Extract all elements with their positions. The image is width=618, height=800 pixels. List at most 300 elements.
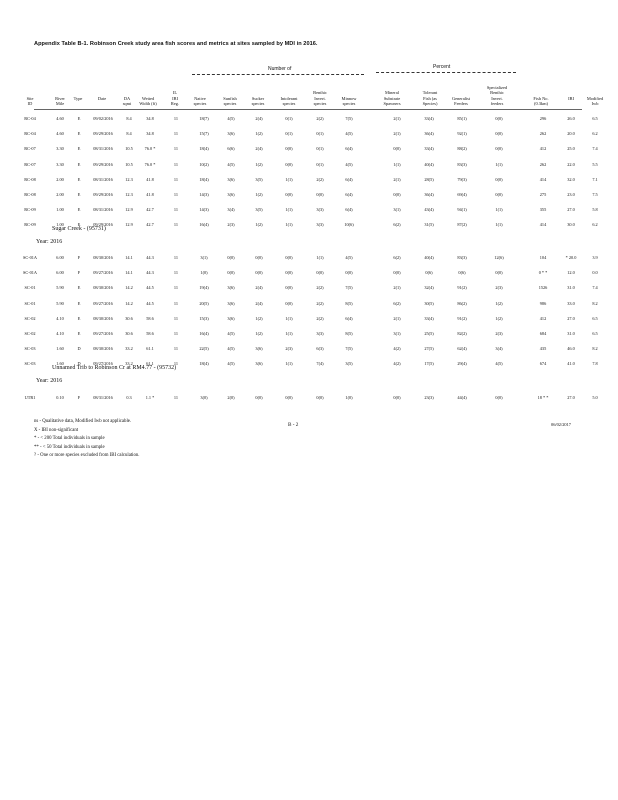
table-cell: 11 [173,207,179,213]
table-cell: 414 [539,176,547,182]
table-cell: 7.5 [592,192,598,197]
table-cell: 09/29/2016 [93,131,113,137]
table-cell: 2(4) [255,146,263,152]
table-cell: 1(2) [255,315,263,321]
table-cell: 2(1) [393,176,401,182]
table-cell: 2(4) [255,285,263,291]
table-row [0,162,618,170]
column-header-line: Intolerant [280,95,298,101]
table-cell: SC-01A [22,270,38,276]
table-cell: 3(0) [200,395,208,400]
table-cell: 3(5) [255,207,263,213]
table-cell: 3(3) [316,222,324,228]
table-cell: 11 [173,395,179,400]
percent-divider [376,72,516,73]
table-cell: 0(0) [285,192,293,197]
table-cell: 08/31/2016 [93,176,113,182]
table-cell: 44.3 [146,270,154,276]
table-cell: 0(1) [316,161,324,167]
table-cell: 2(4) [255,300,263,306]
column-header-line: Invert. [491,95,503,101]
table-cell: 684 [539,331,547,336]
table-cell: 5.90 [56,285,64,291]
table-cell: 44.5 [146,300,154,306]
table-cell: 44(4) [457,395,467,400]
table-cell: 3(6) [255,346,263,352]
table-cell: 1.60 [56,361,64,367]
table-cell: F [77,255,81,260]
column-header [27,96,34,106]
table-cell: 2(3) [495,285,503,291]
table-cell: 18(4) [199,176,209,182]
table-cell: 8.2 [592,346,598,352]
table-cell: 0(0) [285,255,293,260]
column-header-line: Invert. [314,95,326,101]
table-cell: 0.0 [592,270,598,276]
table-cell: 1(1) [316,255,324,260]
table-cell: 3(1) [200,255,208,260]
table-cell: 30(5) [424,300,434,306]
table-cell: 7(5) [345,116,353,121]
table-cell: 76.0 * [144,161,156,167]
table-row [0,346,618,354]
column-header [313,90,327,106]
table-cell: 0(1) [285,131,293,137]
table-cell: 11 [173,270,179,276]
column-header-line: Reg. [170,100,180,106]
table-cell: 19(4) [199,285,209,291]
column-header-line: Mile [55,100,65,106]
table-cell: 3(4) [495,346,503,352]
column-header-line: Wetted [141,95,155,101]
table-cell: 0.3 [126,395,132,400]
table-cell: 3(6) [227,300,235,306]
table-cell: 11 [173,161,179,167]
table-cell: 3(4) [227,207,235,213]
table-cell: 1(1) [285,315,293,321]
table-cell: 61.1 [146,361,154,367]
legend-note: * - < 200 Total individuals in sample [34,436,105,442]
column-header [587,96,603,106]
table-cell: 6(2) [393,300,401,306]
table-cell: 6(2) [393,222,401,228]
column-header-line: Type [73,95,83,101]
table-row [0,255,618,263]
table-cell: 3(6) [227,285,235,291]
table-cell: 33.0 [567,300,575,306]
table-cell: 0(6) [458,270,466,276]
table-cell: F [77,270,81,276]
table-cell: 34.8 [146,131,154,137]
table-cell: 15(3) [199,315,209,321]
table-cell: 1(2) [255,161,263,167]
table-cell: 76.0 * [144,146,156,152]
table-cell: 11 [173,176,179,182]
table-cell: E [77,315,81,321]
section-year: Year: 2016 [36,378,63,384]
table-cell: RC-08 [24,192,36,197]
column-header-line: species [193,100,207,106]
table-cell: 5.0 [592,395,598,400]
table-cell: 41.0 [567,361,575,367]
table-cell: 33(4) [424,146,434,152]
table-row [0,316,618,324]
table-cell: 17(5) [424,361,434,367]
table-cell: E [77,285,81,291]
table-cell: 08/30/2016 [93,315,113,321]
table-cell: 1.60 [56,346,64,352]
table-cell: 2(2) [316,285,324,291]
table-cell: RC-09 [24,222,36,228]
table-cell: 0(0) [316,192,324,197]
table-cell: 31(5) [424,222,434,228]
table-cell: 14(3) [199,207,209,213]
table-cell: 7.1 [592,176,598,182]
table-cell: 0(0) [316,270,324,276]
column-header-line: Specialized [486,85,508,91]
column-header-line: Modified [586,95,604,101]
table-cell: 2(3) [227,222,235,228]
section-stream-name: Sugar Creek - (95731) [52,226,106,232]
table-cell: 1(1) [495,207,503,213]
table-cell: 0(0) [393,270,401,276]
section-stream-name: Unnamed Trib to Robinson Cr at RM4.77 - (95732) [52,365,177,371]
column-header-line: ID [27,100,33,106]
column-header [139,96,157,106]
table-cell: 12.3 [125,192,133,197]
table-cell: 0(0) [495,146,503,152]
table-cell: 2(2) [316,176,324,182]
table-cell: 4(5) [345,161,353,167]
table-cell: 4.10 [56,315,64,321]
table-cell: 82(2) [457,331,467,336]
table-cell: 11 [173,285,179,291]
table-cell: 18(4) [199,146,209,152]
table-cell: 2(1) [393,285,401,291]
table-cell: 41.8 [146,176,154,182]
table-cell: 18(4) [199,361,209,367]
table-cell: 44.5 [146,285,154,291]
table-cell: 0(0) [495,116,503,121]
table-cell: 09/27/2016 [93,331,113,336]
column-header [123,96,132,106]
column-header [74,96,83,101]
table-cell: 3(6) [227,315,235,321]
table-cell: 1.00 [56,207,64,213]
table-cell: 3.30 [56,161,64,167]
table-cell: 30.6 [125,315,133,321]
table-cell: 5.8 [592,207,598,213]
table-cell: 4(5) [495,361,503,367]
table-cell: 29(4) [457,361,467,367]
table-cell: 58.6 [146,331,154,336]
table-cell: 8.2 [592,300,598,306]
table-cell: E [77,331,81,336]
table-row [0,146,618,154]
table-cell: 6(4) [345,176,353,182]
table-cell: 10(2) [199,161,209,167]
table-cell: RC-04 [24,131,36,137]
table-cell: 1(0) [200,270,208,276]
table-cell: 94(1) [457,207,467,213]
table-cell: 6.00 [56,270,64,276]
column-header-line: Substrate [383,95,401,101]
table-cell: 14.1 [125,255,133,260]
table-cell: 08/31/2016 [93,207,113,213]
table-cell: 1(1) [285,207,293,213]
table-cell: 6(6) [227,146,235,152]
table-cell: 3.9 [592,255,598,260]
table-cell: 92(1) [457,131,467,137]
table-cell: 8(5) [345,331,353,336]
column-header-line: Date [97,95,107,101]
table-cell: E [77,192,81,197]
table-cell: 11 [173,131,179,137]
table-cell: 0(0) [285,395,293,400]
table-cell: 11 [173,116,179,121]
table-cell: 42.7 [146,222,154,228]
table-cell: 0(0) [285,146,293,152]
table-cell: 4(5) [227,361,235,367]
table-cell: 30.0 [567,222,575,228]
table-cell: 262 [539,161,547,167]
table-cell: 1(2) [255,222,263,228]
table-cell: 32.0 [567,176,575,182]
column-header [487,85,507,106]
table-cell: 11 [173,300,179,306]
table-cell: 30.6 [125,331,133,336]
table-cell: E [77,207,81,213]
table-cell: 0(1) [316,146,324,152]
table-cell: 0(0) [495,192,503,197]
table-cell: 11 [173,222,179,228]
table-cell: 3(6) [227,131,235,137]
table-cell: 25.0 [567,146,575,152]
table-cell: 5.90 [56,300,64,306]
table-cell: 0(0) [393,395,401,400]
table-cell: 43(4) [424,207,434,213]
table-cell: 1.00 [56,222,64,228]
table-cell: 1(1) [285,222,293,228]
table-cell: 0(0) [255,395,263,400]
table-cell: 12(6) [494,255,504,260]
table-cell: RC-07 [24,146,36,152]
table-cell: 09/02/2016 [93,116,113,121]
section-year: Year: 2016 [36,239,63,245]
table-cell: 40(4) [424,161,434,167]
table-cell: E [77,116,81,121]
table-cell: 6.2 [592,222,598,228]
column-header-line: Spawners [383,100,401,106]
table-cell: 12.9 [125,207,133,213]
table-cell: 11 [173,331,179,336]
table-cell: 0(0) [285,300,293,306]
legend-note: ** - < 50 Total individuals in sample [34,444,105,450]
table-cell: 3(5) [345,361,353,367]
page-title: Appendix Table B-1. Robinson Creek study area fish scores and metrics at sites sampled by MDI in 2016. [34,41,318,47]
table-cell: 58.6 [146,315,154,321]
group-percent-label: Percent [433,64,451,70]
table-cell: 91(2) [457,315,467,321]
table-cell: 6(4) [345,146,353,152]
table-cell: 27(5) [424,346,434,352]
table-cell: 88(2) [457,146,467,152]
table-cell: 4.10 [56,331,64,336]
table-row [0,301,618,309]
table-cell: 28(5) [424,176,434,182]
table-cell: 7(5) [345,285,353,291]
table-cell: 61.1 [146,346,154,352]
table-cell: 6.5 [592,331,598,336]
table-cell: 412 [539,146,547,152]
table-cell: 31.0 [567,285,575,291]
table-cell: * 20.0 [565,255,577,260]
table-cell: 6.00 [56,255,64,260]
column-header-line: Feeders [454,100,468,106]
table-cell: 09/29/2016 [93,161,113,167]
column-header-line: Minnow [341,95,357,101]
table-cell: 42.7 [146,207,154,213]
table-cell: 86(2) [457,300,467,306]
page-number: B - 2 [288,422,299,428]
table-cell: 36(4) [424,192,434,197]
column-header-line: species [282,100,296,106]
table-cell: 0(1) [316,131,324,137]
table-cell: 0(0) [495,395,503,400]
column-header-line: feeders [490,100,504,106]
legend-note: ns - Qualitative data, Modified Iwb not applicable. [34,419,132,424]
table-cell: 2(1) [393,116,401,121]
table-cell: 6(4) [345,315,353,321]
table-cell: 7.4 [592,285,598,291]
table-cell: 2(3) [285,346,293,352]
table-cell: 1(2) [255,331,263,336]
table-cell: 40(4) [424,255,434,260]
table-cell: 1(0) [345,395,353,400]
column-header-line: species [223,100,237,106]
table-cell: 10.5 [125,146,133,152]
table-cell: 8(5) [345,300,353,306]
table-cell: 23.0 [567,192,575,197]
table-cell: 2.00 [56,176,64,182]
table-cell: 4(5) [227,116,235,121]
table-cell: 1(2) [495,315,503,321]
table-cell: 44.3 [146,255,154,260]
table-cell: 4.60 [56,131,64,137]
table-cell: 31.0 [567,331,575,336]
column-header [223,96,236,106]
table-row [0,192,618,200]
table-cell: 986 [539,300,547,306]
table-cell: 41.8 [146,192,154,197]
table-cell: 27.0 [567,315,575,321]
table-cell: 11 [173,315,179,321]
table-cell: RC-07 [24,161,36,167]
table-cell: 11 [173,346,179,352]
table-cell: 0(6) [425,270,433,276]
table-cell: 14.1 [125,270,133,276]
table-cell: 14(3) [199,192,209,197]
table-cell: 6(3) [316,346,324,352]
table-cell: 10.5 [125,161,133,167]
table-cell: 4.60 [56,116,64,121]
table-cell: 10(6) [344,222,354,228]
column-header-line: Fish (as [423,95,437,101]
table-cell: 0(0) [255,270,263,276]
table-cell: D [77,346,81,352]
table-cell: 0(0) [227,270,235,276]
column-header [98,96,106,101]
table-cell: 1(2) [255,131,263,137]
table-cell: 79(3) [457,176,467,182]
table-cell: E [77,300,81,306]
column-header [342,96,357,106]
table-cell: E [77,176,81,182]
column-header-line: Sunfish [223,95,237,101]
table-cell: 12.9 [125,222,133,228]
column-header-line: Site [26,95,34,101]
table-cell: 0(0) [285,161,293,167]
column-header-line: sqmi [122,100,132,106]
table-cell: 46.0 [567,346,575,352]
table-cell: 08/31/2016 [93,395,113,400]
table-cell: 3(3) [316,331,324,336]
table-cell: 2(3) [495,331,503,336]
table-cell: 4(5) [227,331,235,336]
column-header [533,96,548,106]
table-row [0,285,618,293]
table-cell: 104 [539,255,547,260]
table-cell: 11 [173,255,179,260]
table-cell: 7(5) [345,346,353,352]
table-cell: 0(0) [495,270,503,276]
column-header [280,96,297,106]
table-cell: 3.30 [56,146,64,152]
table-cell: 08/30/2016 [93,255,113,260]
table-cell: 1(1) [495,161,503,167]
column-header [452,96,470,106]
table-cell: 0.10 [56,395,64,400]
table-cell: 1(2) [495,300,503,306]
table-cell: 412 [539,315,547,321]
table-cell: 6(2) [393,255,401,260]
column-header-line: Native [194,95,206,101]
table-cell: 14.2 [125,285,133,291]
table-row [0,270,618,278]
table-cell: 09/29/2016 [93,222,113,228]
table-cell: 2(2) [316,116,324,121]
table-cell: 87(2) [457,222,467,228]
table-cell: 14.2 [125,300,133,306]
column-header-line: Iwb [591,100,599,106]
table-cell: 3(5) [255,176,263,182]
table-row [0,131,618,139]
table-cell: 4(5) [227,161,235,167]
column-header-line: Width (ft) [139,100,157,106]
table-row [0,116,618,124]
table-cell: 69(4) [457,192,467,197]
column-header-line: Tolerant [422,90,438,96]
table-cell: 09/27/2016 [93,270,113,276]
table-cell: 18 * * [537,395,549,400]
column-header-line: DA [123,95,131,101]
table-cell: 33(4) [424,116,434,121]
table-cell: 2.00 [56,192,64,197]
table-cell: 3(6) [227,192,235,197]
column-header [252,96,265,106]
table-cell: 1.1 * [145,395,155,400]
table-cell: 4(2) [393,346,401,352]
